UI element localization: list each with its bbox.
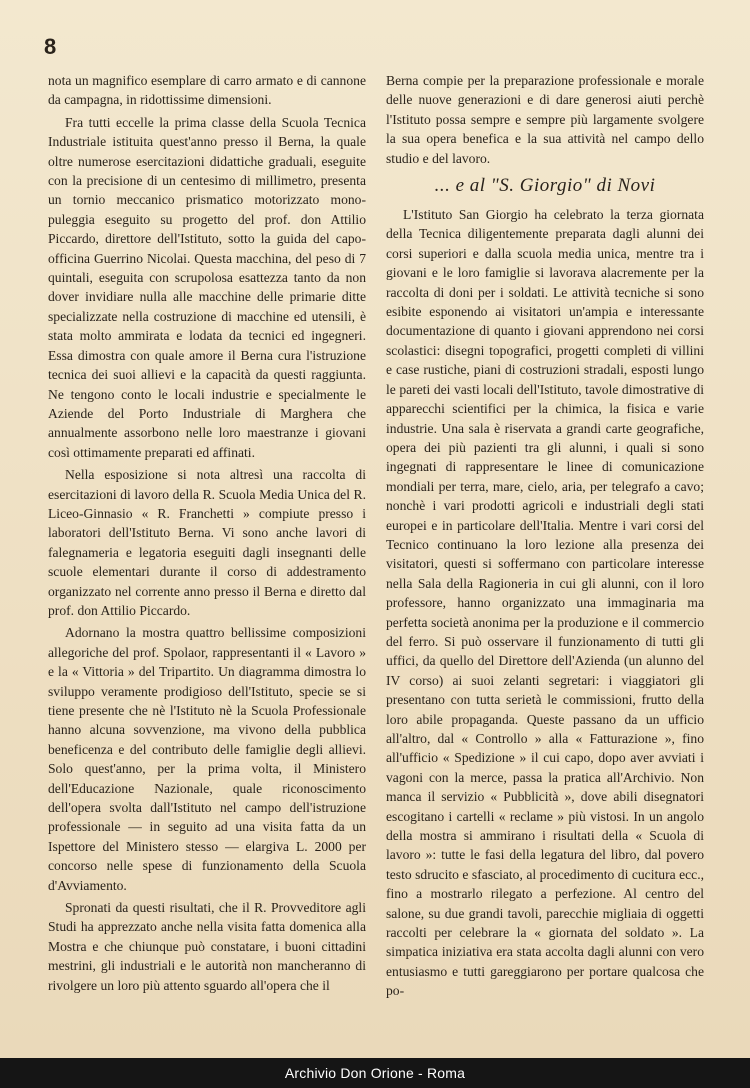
paragraph: Berna compie per la preparazione professionale e morale delle nuove generazioni e di dare generosi aiuti perchè l'Istituto possa sempre e sempre più largamente svolgere la sua opera benefica e la sua attività nel campo dello studio e del lavoro. <box>386 73 704 166</box>
paragraph: nota un magnifico esemplare di carro armato e di cannone da campagna, in ridottissime dimensioni. <box>48 73 366 108</box>
archive-footer <box>0 1058 750 1088</box>
footer-caption: Archivio Don Orione - Roma <box>284 1065 466 1081</box>
paragraph: Fra tutti eccelle la prima classe della Scuola Tecnica Industriale istituita quest'anno presso il Berna, la quale oltre numerose esercitazioni didattiche graduali, eseguite con la precisione di un centesimo di millimetro, presenta un tornio meccanico prismatico motorizzato mono-puleggia eseguito su progetto del prof. don Attilio Piccardo, direttore dell'Istituto, sotto la guida del capo-officina Guerrino Nicolai. Questa macchina, del peso di 7 quintali, eseguita con scrupolosa esattezza tanto da non dover invidiare nulla alle macchine delle primarie ditte specializzate nella costruzione di macchine ed utensili, è stata molto ammirata e lodata da tecnici ed ingegneri. Essa dimostra con quale amore il Berna cura l'istruzione tecnica dei suoi allievi e la capacità da questi raggiunta. Ne tengono conto le locali industrie e specialmente le Aziende del Porto Industriale di Marghera che annualmente assorbono nelle loro maestranze i giovani così ottimamente preparati ed affinati. <box>48 114 366 460</box>
section-heading: ... e al "S. Giorgio" di Novi <box>434 175 656 197</box>
paragraph: Nella esposizione si nota altresì una raccolta di esercitazioni di lavoro della R. Scuola Media Unica del R. Liceo-Ginnasio « R. Franchetti » compiute presso i laboratori dell'Istituto Berna. Vi sono anche lavori di falegnameria e legatoria eseguiti dagli insegnanti delle scuole elementari durante il corso di addestramento organizzato nel corrente anno presso il Berna e diretto dal prof. don Attilio Piccardo. <box>48 467 366 618</box>
left-column <box>48 71 366 995</box>
right-column <box>386 71 704 1001</box>
page-number: 8 <box>44 34 57 59</box>
paragraph: L'Istituto San Giorgio ha celebrato la terza giornata della Tecnica diligentemente preparata dagli alunni dei corsi superiori e dalla scuola media unica, mentre tra i giovani e le loro famiglie si lavorava alacremente per la raccolta di doni per i soldati. Le attività tecniche si sono esibite esponendo ai visitatori un'ampia e interessante documentazione di quanto i giovani apprendono nei corsi scolastici: disegni topografici, progetti completi di villini e case rustiche, piani di costruzioni stradali, esposti lungo le pareti dei vasti locali dell'Istituto, tavole dimostrative di apparecchi scientifici per la chimica, la fisica e varie industrie. Una sala è riservata a grandi carte geografiche, opera dei più pazienti tra gli alunni, i quali si sono ingegnati di rappresentare le linee di comunicazione mondiali per terra, mare, cielo, aria, per telegrafo a cavo; nonchè i vari prodotti agricoli e industriali degli stati europei e in particolare dell'Italia. Mentre i vari corsi del Tecnico continuano la loro lezione alla presenza dei visitatori, questi si soffermano con particolare interesse nella Sala della Ragioneria in cui gli alunni, con il loro professore, hanno organizzato una immaginaria ma perfetta società anonima per la produzione e il commercio del ferro. Si può osservare il funzionamento di tutti gli uffici, da quello del Direttore dell'Azienda (un alunno del IV corso) ai suoi zelanti segretari: i viaggiatori gli presentano con tutta serietà le commissioni, frutto della loro abile propaganda. Queste passano da un ufficio all'altro, dal « Controllo » alla « Fatturazione », fino all'ufficio « Spedizione » il cui capo, dopo aver avviati i vagoni con la merce, passa la pratica all'Archivio. Non manca il servizio « Pubblicità », dove abili disegnatori escogitano i cartelli « reclame » più vistosi. In un angolo della mostra si ammirano i risultati della « Scuola di lavoro »: tutte le fasi della legatura del libro, dal povero testo sdrucito e sfasciato, al procedimento di cucitura ecc., fino a mostrarlo rilegato a perfezione. Al centro del salone, su due grandi tavoli, parecchie migliaia di oggetti raccolti per celebrare la « giornata del soldato ». La simpatica iniziativa era stata accolta dagli alunni con vero entusiasmo e tutti gareggiarono per portare qualcosa che po- <box>386 207 704 999</box>
paragraph: Spronati da questi risultati, che il R. Provveditore agli Studi ha apprezzato anche nella visita fatta domenica alla Mostra e che chiunque può constatare, i buoni cittadini mestrini, gli industriali e le autorità non mancheranno di rivolgere un loro più attento sguardo all'opera che il <box>48 900 366 993</box>
paragraph: Adornano la mostra quattro bellissime composizioni allegoriche del prof. Spolaor, rappresentanti il « Lavoro » e la « Vittoria » del Tripartito. Un diagramma dimostra lo sviluppo veramente prodigioso dell'Istituto, specie se si tiene presente che nè l'Istituto nè la Scuola Professionale hanno alcuna sovvenzione, ma vivono della pubblica beneficenza e del contributo delle famiglie degli allievi. Solo quest'anno, per la prima volta, il Ministero dell'Educazione Nazionale, quale riconoscimento dell'opera svolta dall'Istituto nel campo dell'istruzione professionale — in seguito ad una visita fatta da un Ispettore del Ministero stesso — elargiva L. 2000 per concorso nelle spese di funzionamento della Scuola d'Avviamento. <box>48 625 366 893</box>
